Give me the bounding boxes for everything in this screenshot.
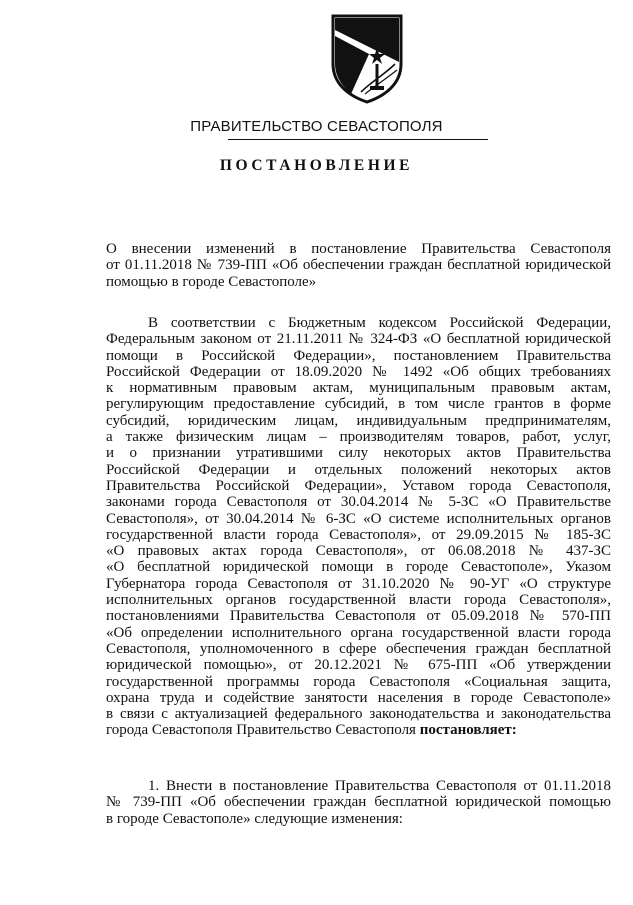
preamble-paragraph (106, 315, 611, 739)
document-type-title: ПОСТАНОВЛЕНИЕ (219, 157, 414, 174)
preamble-line: а также физическим лицам – производителям товаров, работ, услуг, (106, 429, 611, 446)
preamble-line: в связи с актуализацией федерального законодательства и законодательства (106, 706, 611, 723)
preamble-line: регулирующим предоставление субсидий, в том числе грантов в форме (106, 396, 611, 413)
resolution-verb: постановляет: (419, 722, 517, 739)
preamble-line: государственной власти города Севастополя», от 29.09.2015 № 185-ЗС (106, 526, 611, 543)
title-line: О внесении изменений в постановление Правительства Севастополя (106, 241, 611, 257)
header-divider (228, 139, 488, 140)
preamble-line: Российской Федерации от 18.09.2020 № 1492 «Об общих требованиях (106, 363, 611, 380)
preamble-line: «Об определении исполнительного органа государственной власти города (106, 624, 611, 641)
preamble-final-text: города Севастополя Правительство Севастополя (106, 722, 420, 739)
preamble-line: Губернатора города Севастополя от 31.10.2020 № 90-УГ «О структуре (106, 575, 611, 592)
coat-of-arms-emblem (329, 12, 405, 104)
preamble-line: Федеральным законом от 21.11.2011 № 324-ФЗ «О бесплатной юридической (106, 331, 611, 348)
preamble-line: юридической помощью», от 20.12.2021 № 675-ПП «Об утверждении (106, 657, 611, 674)
preamble-line: В соответствии с Бюджетным кодексом Российской Федерации, (148, 315, 611, 331)
item-1-paragraph (106, 778, 611, 827)
preamble-line: Российской Федерации и отдельных положений некоторых актов (106, 461, 611, 478)
resolution-title (106, 241, 611, 290)
preamble-line: «О правовых актах города Севастополя», от 06.08.2018 № 437-ЗС (106, 543, 611, 560)
preamble-line: и о признании утратившими силу некоторых актов Правительства (106, 445, 611, 462)
organization-name: ПРАВИТЕЛЬСТВО СЕВАСТОПОЛЯ (190, 118, 443, 135)
preamble-line: «О бесплатной юридической помощи в городе Севастополе», Указом (106, 559, 611, 576)
item-1-line: № 739-ПП «Об обеспечении граждан бесплатной юридической помощью (106, 794, 611, 811)
preamble-line: помощи в Российской Федерации», постановлением Правительства (106, 347, 611, 364)
preamble-line: исполнительных органов государственной власти города Севастополя», (106, 592, 611, 609)
preamble-line: к нормативным правовым актам, муниципальным правовым актам, (106, 380, 611, 397)
preamble-line: субсидий, юридическим лицам, индивидуальным предпринимателям, (106, 412, 611, 429)
item-1-line: в городе Севастополе» следующие изменения: (106, 810, 403, 827)
item-1-line: 1. Внести в постановление Правительства Севастополя от 01.11.2018 (148, 778, 611, 794)
preamble-line: Правительства Российской Федерации», Уставом города Севастополя, (106, 477, 611, 494)
preamble-final-line (106, 722, 611, 738)
title-line: помощью в городе Севастополе» (106, 273, 317, 290)
preamble-line: законами города Севастополя от 30.04.2014 № 5-ЗС «О Правительстве (106, 494, 611, 511)
preamble-line: постановлениями Правительства Севастополя от 05.09.2018 № 570-ПП (106, 608, 611, 625)
preamble-line: государственной программы города Севастополя «Социальная защита, (106, 673, 611, 690)
title-line: от 01.11.2018 № 739-ПП «Об обеспечении граждан бесплатной юридической (106, 257, 611, 274)
preamble-line: охрана труда и содействие занятости населения в городе Севастополе» (106, 689, 611, 706)
preamble-line: Севастополя», от 30.04.2014 № 6-ЗС «О системе исполнительных органов (106, 510, 611, 527)
preamble-line: Севастополя, уполномоченного в сфере обеспечения граждан бесплатной (106, 640, 611, 657)
